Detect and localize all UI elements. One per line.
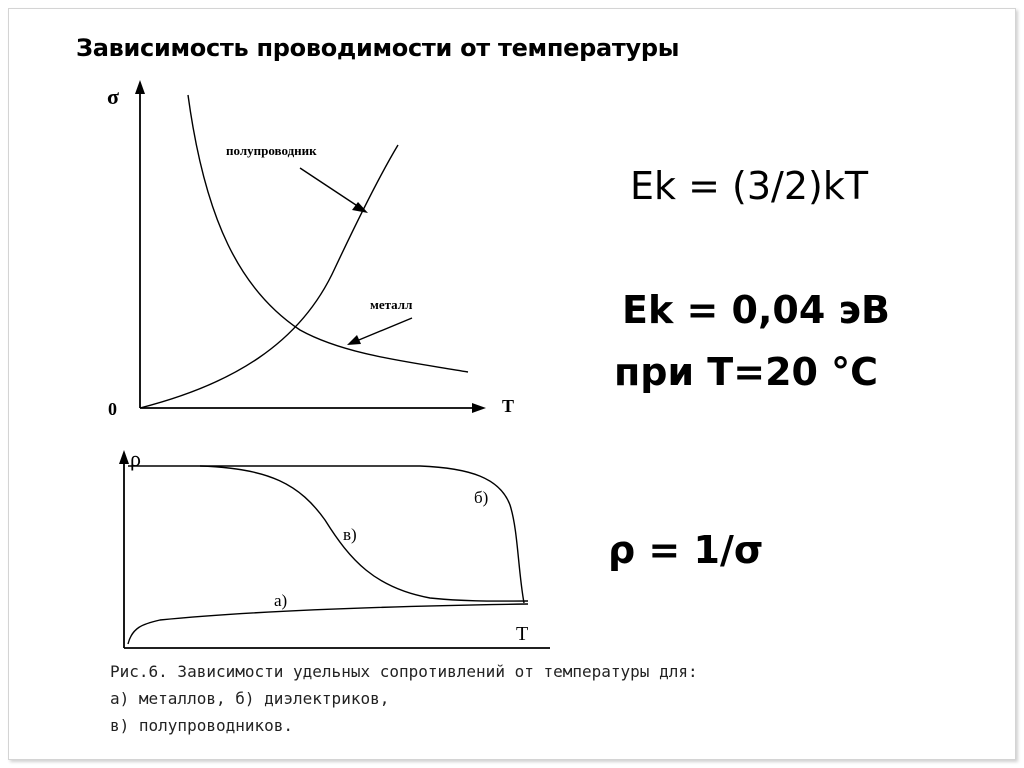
metal-pointer xyxy=(354,318,412,342)
sigma-origin-label: 0 xyxy=(108,399,117,419)
metal-pointer-head xyxy=(347,335,361,345)
sigma-y-axis-arrow xyxy=(135,80,145,94)
caption-line-2: а) металлов, б) диэлектриков, xyxy=(110,689,390,708)
dielectric-curve xyxy=(128,466,524,603)
rho-y-axis-arrow xyxy=(119,450,129,464)
metal-curve xyxy=(188,95,468,372)
sigma-t-label: T xyxy=(502,396,515,416)
caption-line-3: в) полупроводников. xyxy=(110,716,294,735)
curve-v-label: в) xyxy=(343,525,357,544)
caption-line-1: Рис.6. Зависимости удельных сопротивлений от температуры для: xyxy=(110,662,698,681)
semiconductor-label: полупроводник xyxy=(226,143,317,158)
figure-caption xyxy=(110,658,698,739)
slide-title: Зависимость проводимости от температуры xyxy=(76,34,680,62)
metal-label: металл xyxy=(370,297,413,312)
kinetic-energy-formula: Ek = (3/2)kT xyxy=(630,164,869,208)
semiconductor-pointer xyxy=(300,168,362,209)
curve-a-label: а) xyxy=(274,591,288,610)
rho-label: ρ xyxy=(130,446,141,471)
metal-rho-curve xyxy=(128,604,528,644)
semiconductor-curve xyxy=(140,145,398,408)
curve-b-label: б) xyxy=(474,488,489,507)
semiconductor-rho-curve xyxy=(200,466,528,601)
rho-t-label: T xyxy=(516,623,529,645)
sigma-label: σ xyxy=(107,84,119,109)
resistivity-relation-formula: ρ = 1/σ xyxy=(608,528,764,572)
energy-value-formula: Ek = 0,04 эВ xyxy=(622,288,891,332)
temperature-condition: при T=20 °C xyxy=(614,350,879,394)
sigma-x-axis-arrow xyxy=(472,403,486,413)
